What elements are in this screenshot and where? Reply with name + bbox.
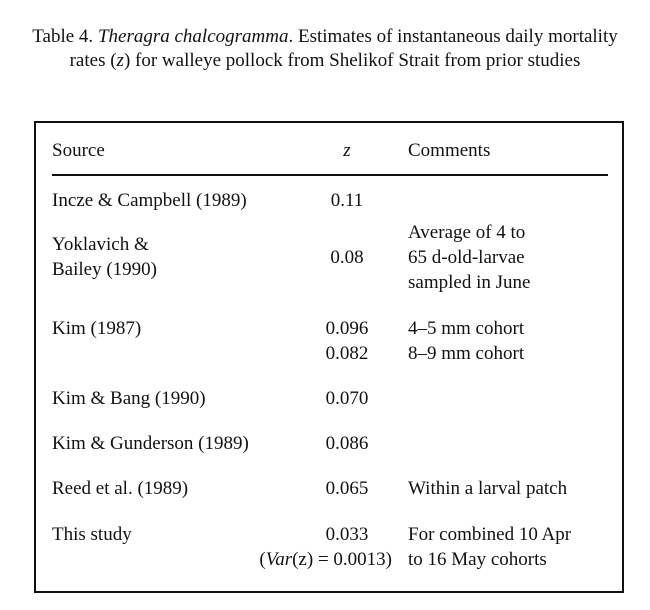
row-source: Incze & Campbell (1989)	[52, 190, 247, 211]
row-comment: sampled in June	[408, 272, 531, 293]
caption-z: z	[116, 50, 124, 71]
row-source: Reed et al. (1989)	[52, 478, 189, 499]
row-source: Kim & Gunderson (1989)	[52, 433, 249, 454]
header-comments: Comments	[408, 140, 491, 161]
row-z: 0.070	[325, 388, 369, 409]
row-z: 0.096	[325, 318, 369, 339]
row-comment: 65 d-old-larvae	[408, 247, 525, 268]
row-comment: For combined 10 Apr	[408, 524, 572, 545]
caption-text-b: ) for walleye pollock from Shelikof Strait from prior studies	[123, 50, 581, 71]
caption-prefix: Table 4.	[32, 26, 94, 47]
row-comment: Average of 4 to	[408, 222, 526, 243]
row-source: This study	[52, 524, 132, 545]
row-z: 0.065	[325, 478, 369, 499]
variance-note	[202, 547, 392, 572]
row-z: 0.033	[325, 524, 369, 545]
variance-var: Var	[265, 549, 293, 570]
row-source: Kim (1987)	[52, 318, 142, 339]
variance-value: = 0.0013)	[313, 549, 392, 570]
row-z: 0.08	[330, 247, 364, 268]
caption-text-a: . Estimates of instantaneous daily mortality rates (	[69, 26, 618, 71]
row-z: 0.11	[330, 190, 364, 211]
row-z: 0.086	[325, 433, 369, 454]
mortality-table	[34, 121, 624, 593]
variance-arg: (z)	[292, 549, 314, 570]
table-caption	[22, 25, 628, 73]
caption-species: Theragra chalcogramma	[97, 26, 289, 47]
row-comment: Within a larval patch	[408, 478, 568, 499]
row-source: Yoklavich &	[52, 234, 149, 255]
row-z: 0.082	[325, 343, 369, 364]
header-source: Source	[52, 140, 105, 161]
row-source: Kim & Bang (1990)	[52, 388, 206, 409]
header-z: z	[343, 140, 351, 161]
variance-open: (	[259, 549, 266, 570]
row-comment: to 16 May cohorts	[408, 549, 547, 570]
row-comment: 8–9 mm cohort	[408, 343, 525, 364]
row-comment: 4–5 mm cohort	[408, 318, 525, 339]
header-rule	[52, 174, 608, 176]
row-source: Bailey (1990)	[52, 259, 158, 280]
